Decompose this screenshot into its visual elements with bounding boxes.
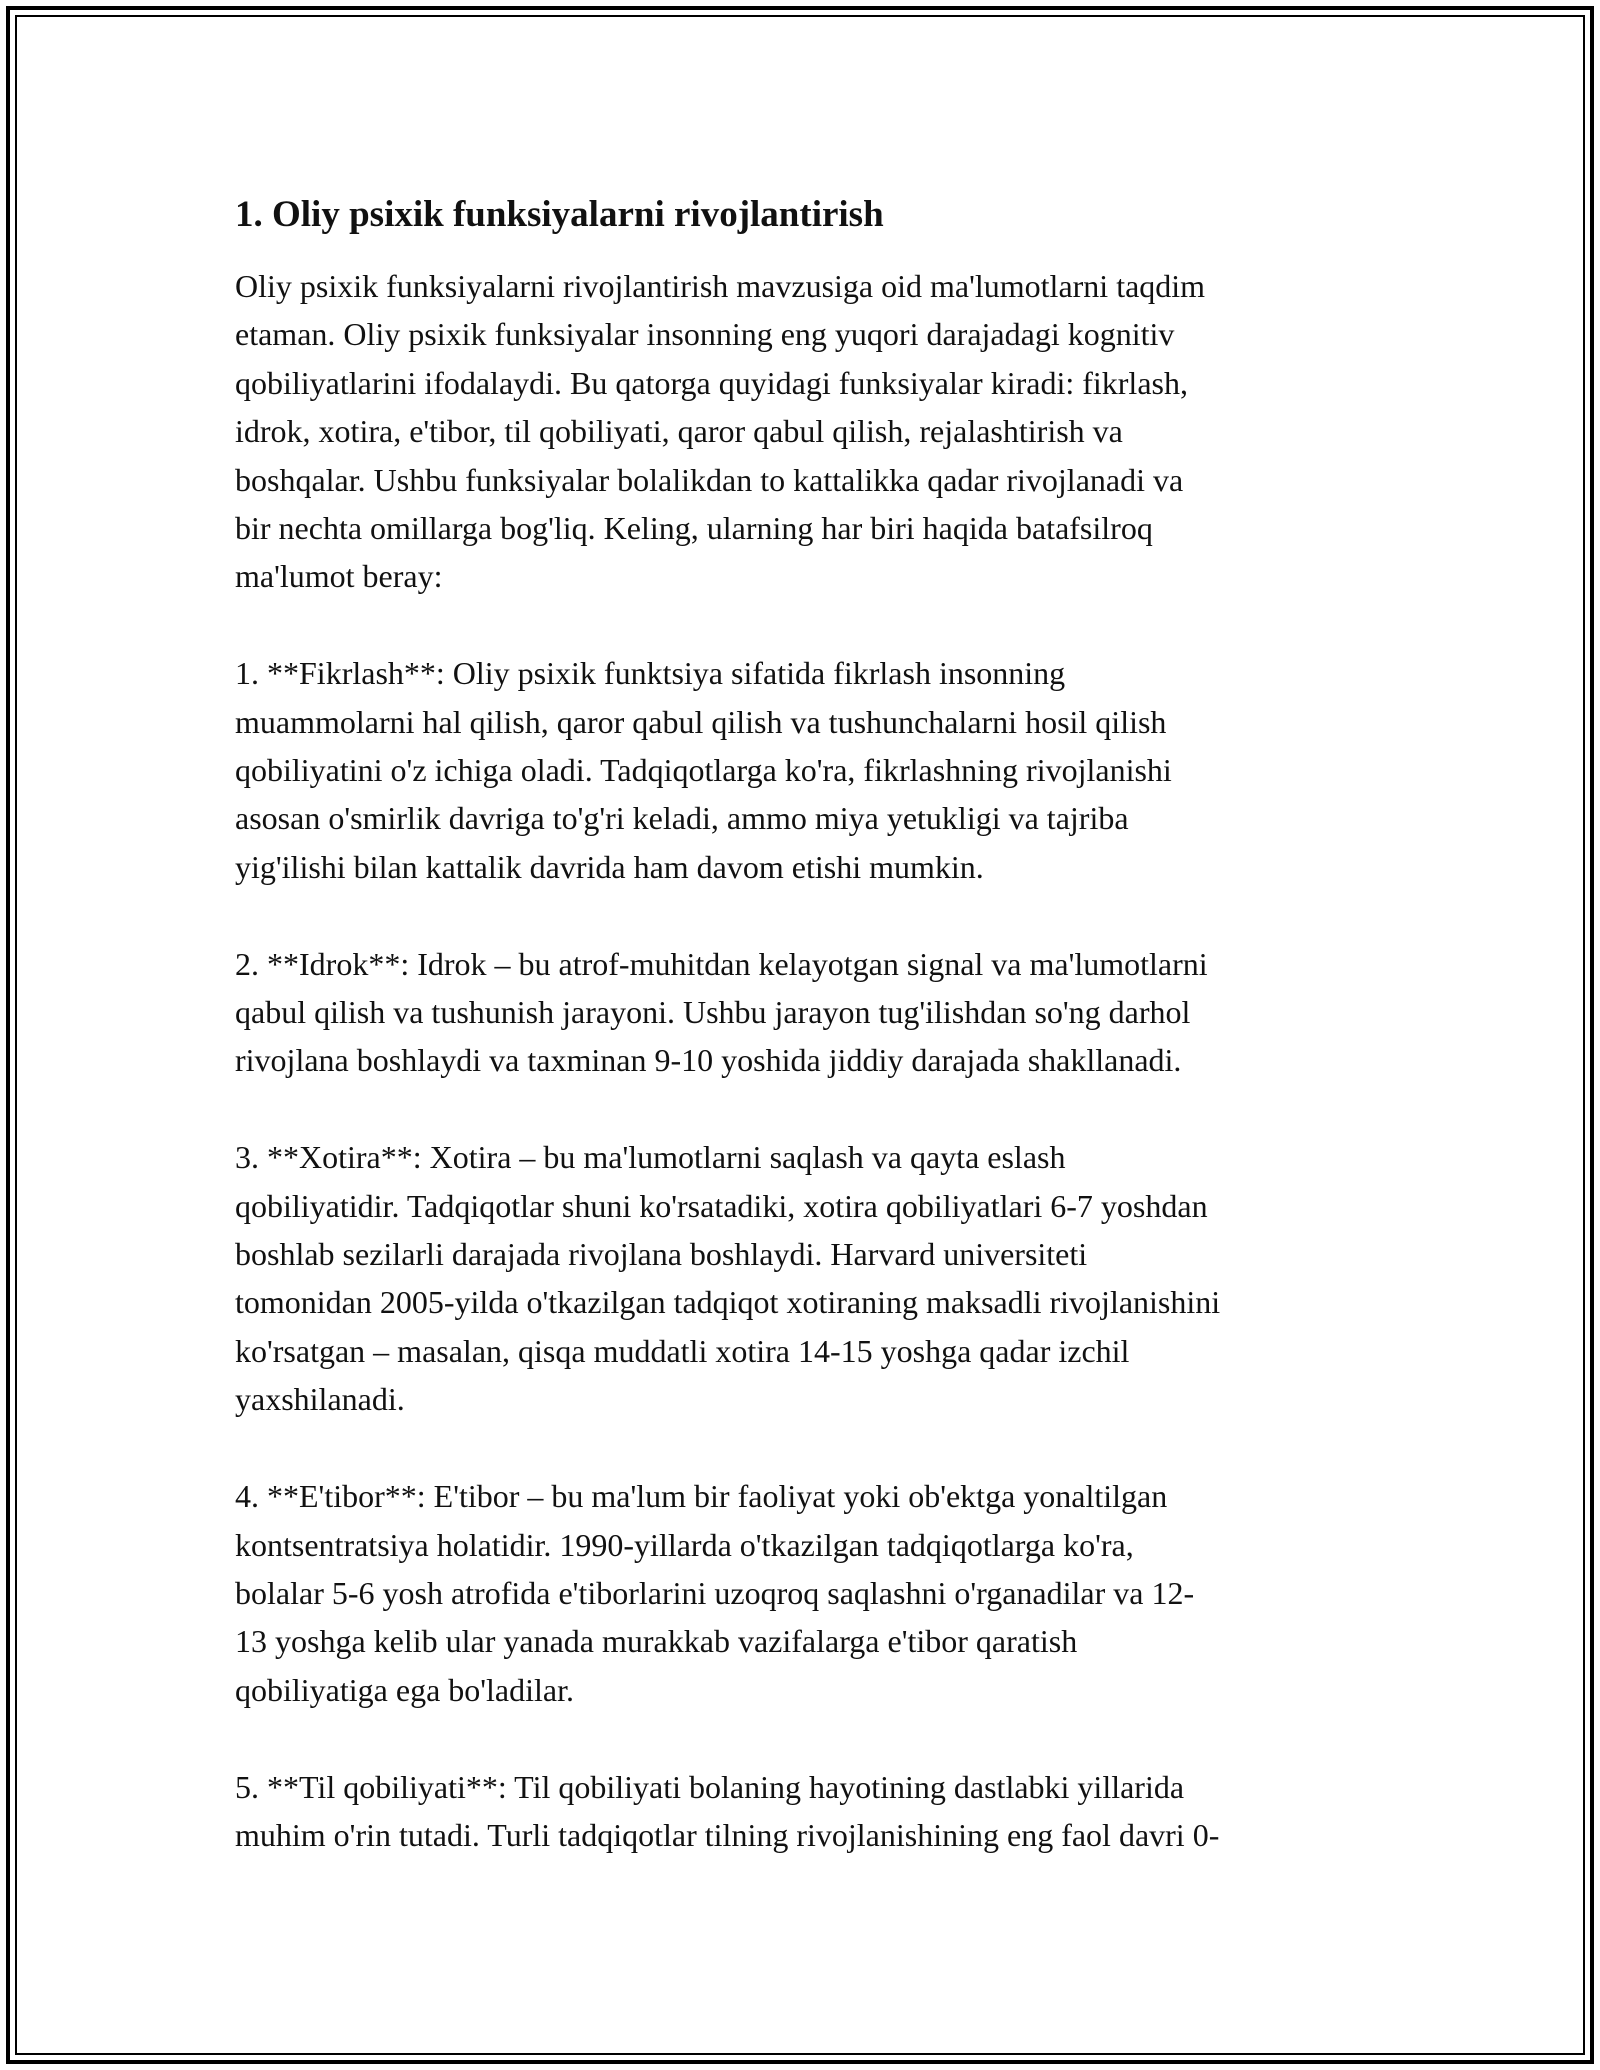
paragraph-line: 5. **Til qobiliyati**: Til qobiliyati bolaning hayotining dastlabki yillarida <box>235 1768 1185 1805</box>
paragraph-line: bir nechta omillarga bog'liq. Keling, ularning har biri haqida batafsilroq <box>235 510 1153 547</box>
paragraph-line: Oliy psixik funksiyalarni rivojlantirish mavzusiga oid ma'lumotlarni taqdim <box>235 268 1206 304</box>
paragraph-line: 2. **Idrok**: Idrok – bu atrof-muhitdan kelayotgan signal va ma'lumotlarni <box>235 945 1208 982</box>
paragraph-gap <box>235 1424 1385 1472</box>
paragraph-line: qabul qilish va tushunish jarayoni. Ushbu jarayon tug'ilishdan so'ng darhol <box>235 994 1191 1031</box>
intro-paragraph <box>235 262 1385 601</box>
paragraph-line: qobiliyatlarini ifodalaydi. Bu qatorga quyidagi funksiyalar kiradi: fikrlash, <box>235 364 1188 401</box>
page-title: 1. Oliy psixik funksiyalarni rivojlantirish <box>235 194 884 235</box>
paragraph-line: kontsentratsiya holatidir. 1990-yillarda o'tkazilgan tadqiqotlarga ko'ra, <box>235 1526 1134 1563</box>
paragraph-line: rivojlana boshlaydi va taxminan 9-10 yoshida jiddiy darajada shakllanadi. <box>235 1042 1182 1079</box>
paragraph-line: ma'lumot beray: <box>235 558 443 595</box>
paragraph-line: 13 yoshga kelib ular yanada murakkab vazifalarga e'tibor qaratish <box>235 1623 1078 1660</box>
paragraph-line: idrok, xotira, e'tibor, til qobiliyati, qaror qabul qilish, rejalashtirish va <box>235 413 1123 450</box>
document-content <box>235 186 1385 1859</box>
paragraph-line: muammolarni hal qilish, qaror qabul qilish va tushunchalarni hosil qilish <box>235 703 1167 740</box>
paragraph-gap <box>235 891 1385 939</box>
paragraph-line: yig'ilishi bilan kattalik davrida ham davom etishi mumkin. <box>235 848 984 885</box>
paragraph-line: boshqalar. Ushbu funksiyalar bolalikdan to kattalikka qadar rivojlanadi va <box>235 461 1184 498</box>
paragraph-line: tomonidan 2005-yilda o'tkazilgan tadqiqot xotiraning maksadli rivojlanishini <box>235 1284 1221 1321</box>
paragraph-line: qobiliyatidir. Tadqiqotlar shuni ko'rsatadiki, xotira qobiliyatlari 6-7 yoshdan <box>235 1187 1208 1224</box>
paragraph-line: 3. **Xotira**: Xotira – bu ma'lumotlarni saqlash va qayta eslash <box>235 1139 1066 1176</box>
section-xotira <box>235 1133 1385 1423</box>
paragraph-line: etaman. Oliy psixik funksiyalar insonning eng yuqori darajadagi kognitiv <box>235 316 1175 353</box>
paragraph-line: asosan o'smirlik davriga to'g'ri keladi, ammo miya yetukligi va tajriba <box>235 800 1129 837</box>
paragraph-gap <box>235 1714 1385 1762</box>
paragraph-line: qobiliyatiga ega bo'ladilar. <box>235 1671 574 1708</box>
paragraph-line: bolalar 5-6 yosh atrofida e'tiborlarini uzoqroq saqlashni o'rganadilar va 12- <box>235 1574 1195 1611</box>
section-til-qobiliyati <box>235 1763 1385 1860</box>
section-idrok <box>235 940 1385 1085</box>
paragraph-line: ko'rsatgan – masalan, qisqa muddatli xotira 14-15 yoshga qadar izchil <box>235 1332 1130 1369</box>
paragraph-gap <box>235 601 1385 649</box>
section-fikrlash <box>235 649 1385 891</box>
paragraph-line: yaxshilanadi. <box>235 1381 405 1418</box>
paragraph-line: qobiliyatini o'z ichiga oladi. Tadqiqotlarga ko'ra, fikrlashning rivojlanishi <box>235 752 1172 789</box>
paragraph-line: boshlab sezilarli darajada rivojlana boshlaydi. Harvard universiteti <box>235 1236 1088 1273</box>
paragraph-gap <box>235 1085 1385 1133</box>
section-etibor <box>235 1472 1385 1714</box>
paragraph-line: muhim o'rin tutadi. Turli tadqiqotlar tilning rivojlanishining eng faol davri 0- <box>235 1816 1220 1853</box>
paragraph-line: 1. **Fikrlash**: Oliy psixik funktsiya sifatida fikrlash insonning <box>235 655 1066 692</box>
paragraph-line: 4. **E'tibor**: E'tibor – bu ma'lum bir faoliyat yoki ob'ektga yonaltilgan <box>235 1478 1168 1515</box>
